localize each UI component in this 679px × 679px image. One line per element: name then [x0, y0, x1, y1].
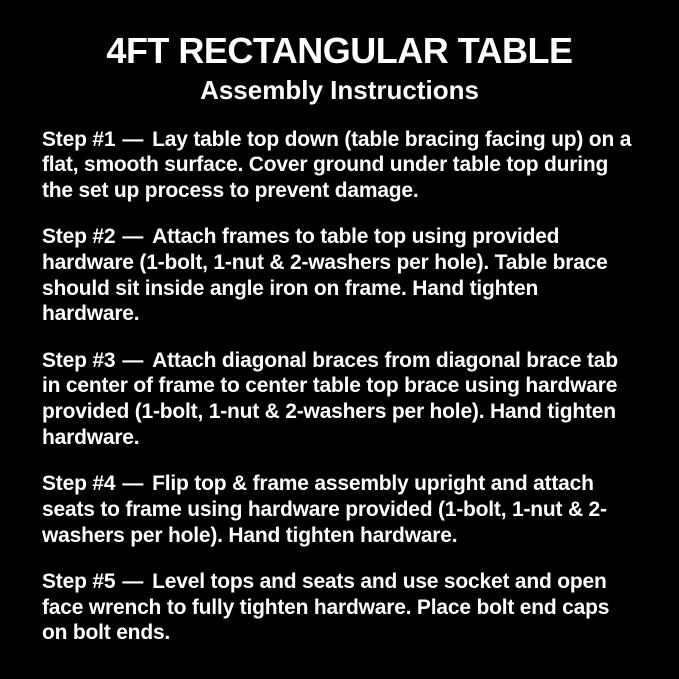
step-1-label: Step #1 [42, 127, 116, 151]
step-4-label: Step #4 [42, 472, 116, 496]
step-2-label: Step #2 [42, 225, 116, 249]
step-4-dash: — [122, 472, 144, 496]
step-3-text: Attach diagonal braces from diagonal brace tab in center of frame to center table top brace using hardware provided (1-bolt, 1-nut & 2-washers per hole). Hand tighten hardware. [42, 348, 618, 449]
page-title: 4FT RECTANGULAR TABLE [106, 30, 573, 71]
step-5-paragraph [42, 569, 637, 646]
step-4-text: Flip top & frame assembly upright and attach seats to frame using hardware provided (1-bolt, 1-nut & 2-washers per hole). Hand tighten hardware. [42, 472, 607, 547]
step-4-paragraph [42, 471, 637, 548]
step-2-dash: — [122, 225, 144, 249]
step-1-dash: — [122, 127, 144, 151]
step-1-text: Lay table top down (table bracing facing up) on a flat, smooth surface. Cover ground under table top during the set up process to prevent damage. [42, 127, 632, 202]
step-5-text: Level tops and seats and use socket and open face wrench to fully tighten hardware. Place bolt end caps on bolt ends. [42, 570, 610, 645]
step-5-label: Step #5 [42, 570, 116, 594]
step-3-paragraph [42, 348, 637, 450]
page-subtitle: Assembly Instructions [200, 75, 479, 106]
steps-list [42, 127, 637, 646]
step-2-paragraph [42, 224, 637, 326]
step-5-dash: — [122, 570, 144, 594]
header [42, 30, 637, 107]
step-1-paragraph [42, 127, 637, 204]
step-2-text: Attach frames to table top using provided hardware (1-bolt, 1-nut & 2-washers per hole). Table brace should sit inside angle iron on frame. Hand tighten hardware. [42, 225, 608, 326]
step-3-label: Step #3 [42, 348, 116, 372]
step-3-dash: — [122, 348, 144, 372]
